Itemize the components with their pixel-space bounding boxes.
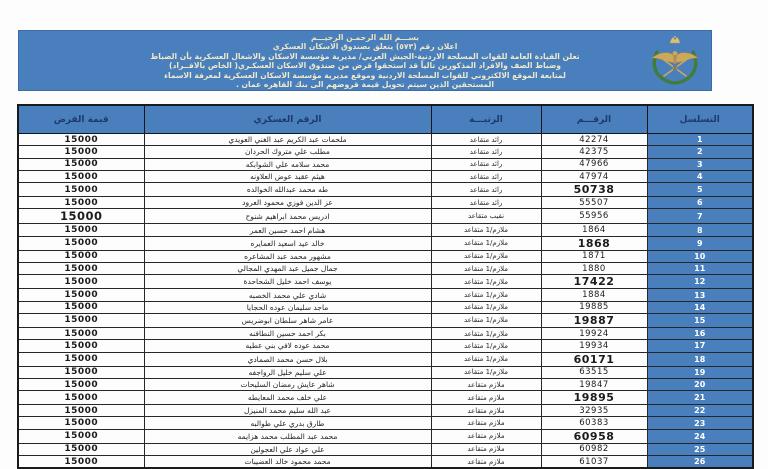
name-cell: محمد محمود خالد العضيبات	[144, 456, 431, 469]
loan-value-cell: 15000	[18, 289, 144, 301]
name-cell: عز الدين فوزي محمود العرود	[144, 197, 431, 209]
rank-cell: ملازم/1 متقاعد	[431, 352, 541, 366]
name-cell: جمال جميل عبد المهدي المجالي	[144, 263, 431, 275]
loan-value-cell: 15000	[18, 327, 144, 339]
bismillah-line: بســـم الله الرحمـن الرحيـــم	[310, 33, 420, 42]
loan-table-body	[18, 134, 753, 469]
name-cell: ملحمات عبد الكريم عبد الغني العويدي	[144, 134, 431, 146]
name-cell: محمد عوده لافي بني عطيه	[144, 340, 431, 352]
military-number-cell: 60171	[541, 352, 647, 366]
table-row	[18, 366, 753, 378]
serial-cell: 5	[647, 183, 753, 197]
serial-cell: 22	[647, 405, 753, 417]
loan-value-cell: 15000	[18, 170, 144, 182]
rank-cell: ملازم/1 متقاعد	[431, 327, 541, 339]
loan-value-cell: 15000	[18, 301, 144, 313]
loan-value-cell: 15000	[18, 417, 144, 429]
column-header-serial: التسلسل	[647, 105, 753, 134]
name-cell: شاهر عايش رمضان السليحات	[144, 378, 431, 390]
name-cell: محمد عبد المطلب محمد هزايمه	[144, 429, 431, 443]
rank-cell: ملازم/1 متقاعد	[431, 236, 541, 250]
rank-cell: ملازم/1 متقاعد	[431, 263, 541, 275]
military-number-cell: 47974	[541, 170, 647, 182]
rank-cell: ملازم/1 متقاعد	[431, 366, 541, 378]
table-row	[18, 275, 753, 289]
rank-cell: رائد متقاعد	[431, 158, 541, 170]
loan-value-cell: 15000	[18, 183, 144, 197]
table-row	[18, 391, 753, 405]
table-row	[18, 429, 753, 443]
serial-cell: 13	[647, 289, 753, 301]
military-number-cell: 1864	[541, 224, 647, 236]
rank-cell: ملازم/1 متقاعد	[431, 224, 541, 236]
table-row	[18, 456, 753, 469]
name-cell: طه محمد عبدالله الخوالده	[144, 183, 431, 197]
table-row	[18, 405, 753, 417]
military-number-cell: 19885	[541, 301, 647, 313]
table-row	[18, 443, 753, 455]
military-number-cell: 50738	[541, 183, 647, 197]
loan-value-cell: 15000	[18, 209, 144, 224]
military-number-cell: 19924	[541, 327, 647, 339]
military-number-cell: 1880	[541, 263, 647, 275]
loan-value-cell: 15000	[18, 224, 144, 236]
name-cell: طارق بدري علي طوالبه	[144, 417, 431, 429]
military-number-cell: 19895	[541, 391, 647, 405]
serial-cell: 23	[647, 417, 753, 429]
column-header-number: الرقـــم	[541, 105, 647, 134]
jordan-armed-forces-emblem-icon	[649, 36, 701, 86]
military-number-cell: 19847	[541, 378, 647, 390]
military-number-cell: 47966	[541, 158, 647, 170]
rank-cell: ملازم/1 متقاعد	[431, 313, 541, 327]
serial-cell: 18	[647, 352, 753, 366]
military-number-cell: 32935	[541, 405, 647, 417]
name-cell: علي سليم خليل الرواجفه	[144, 366, 431, 378]
rank-cell: ملازم متقاعد	[431, 391, 541, 405]
rank-cell: ملازم متقاعد	[431, 405, 541, 417]
rank-cell: رائد متقاعد	[431, 197, 541, 209]
rank-cell: ملازم متقاعد	[431, 417, 541, 429]
rank-cell: ملازم متقاعد	[431, 429, 541, 443]
serial-cell: 14	[647, 301, 753, 313]
name-cell: عبد الله سليم محمد المنيزل	[144, 405, 431, 417]
rank-cell: ملازم متقاعد	[431, 443, 541, 455]
table-row	[18, 134, 753, 146]
military-number-cell: 42375	[541, 146, 647, 158]
military-number-cell: 19887	[541, 313, 647, 327]
table-row	[18, 327, 753, 339]
rank-cell: ملازم/1 متقاعد	[431, 275, 541, 289]
announcement-band	[18, 30, 712, 91]
loan-value-cell: 15000	[18, 313, 144, 327]
serial-cell: 8	[647, 224, 753, 236]
table-header-row	[18, 105, 753, 134]
serial-cell: 3	[647, 158, 753, 170]
loan-value-cell: 15000	[18, 366, 144, 378]
loan-value-cell: 15000	[18, 134, 144, 146]
military-number-cell: 55507	[541, 197, 647, 209]
loan-value-cell: 15000	[18, 158, 144, 170]
loan-value-cell: 15000	[18, 275, 144, 289]
table-row	[18, 236, 753, 250]
serial-cell: 9	[647, 236, 753, 250]
name-cell: هشام احمد حسين العمر	[144, 224, 431, 236]
announcement-body-line: لمتابعة الموقع الالكتروني للقوات المسلحة الاردنية وموقع مديرية مؤسسة الاسكان العسكرية لمعرفة الاسماء	[164, 70, 566, 80]
serial-cell: 26	[647, 456, 753, 469]
serial-cell: 17	[647, 340, 753, 352]
announcement-body-line: وضباط الصف والافراد المذكورين تالياً قد استحقوا قرض من صندوق الاسكان العسكـري( الخاص بالافــراد)	[168, 61, 562, 71]
name-cell: هيثم عقيد عوض العلاونه	[144, 170, 431, 182]
table-row	[18, 170, 753, 182]
rank-cell: ملازم/1 متقاعد	[431, 301, 541, 313]
military-number-cell: 61037	[541, 456, 647, 469]
serial-cell: 24	[647, 429, 753, 443]
serial-cell: 21	[647, 391, 753, 405]
column-header-loan: قيمة القرض	[18, 105, 144, 134]
column-header-name: الرقم العسكري	[144, 105, 431, 134]
name-cell: بلال حسن محمد الصمادي	[144, 352, 431, 366]
rank-cell: رائد متقاعد	[431, 146, 541, 158]
table-row	[18, 301, 753, 313]
loan-value-cell: 15000	[18, 197, 144, 209]
table-row	[18, 146, 753, 158]
rank-cell: رائد متقاعد	[431, 183, 541, 197]
rank-cell: رائد متقاعد	[431, 134, 541, 146]
military-number-cell: 19934	[541, 340, 647, 352]
loan-value-cell: 15000	[18, 352, 144, 366]
serial-cell: 1	[647, 134, 753, 146]
table-row	[18, 313, 753, 327]
military-number-cell: 1868	[541, 236, 647, 250]
rank-cell: ملازم/1 متقاعد	[431, 289, 541, 301]
serial-cell: 16	[647, 327, 753, 339]
loan-value-cell: 15000	[18, 250, 144, 262]
rank-cell: ملازم/1 متقاعد	[431, 340, 541, 352]
serial-cell: 2	[647, 146, 753, 158]
loan-value-cell: 15000	[18, 340, 144, 352]
serial-cell: 20	[647, 378, 753, 390]
name-cell: خالد عيد اسعيد العمايره	[144, 236, 431, 250]
table-row	[18, 209, 753, 224]
rank-cell: ملازم متقاعد	[431, 378, 541, 390]
loan-value-cell: 15000	[18, 456, 144, 469]
loan-recipients-table	[17, 104, 754, 469]
military-number-cell: 1871	[541, 250, 647, 262]
loan-value-cell: 15000	[18, 391, 144, 405]
serial-cell: 25	[647, 443, 753, 455]
table-row	[18, 289, 753, 301]
serial-cell: 15	[647, 313, 753, 327]
name-cell: يوسف احمد خليل الشحاحدة	[144, 275, 431, 289]
serial-cell: 12	[647, 275, 753, 289]
rank-cell: ملازم/1 متقاعد	[431, 250, 541, 262]
serial-cell: 11	[647, 263, 753, 275]
loan-value-cell: 15000	[18, 263, 144, 275]
military-number-cell: 60383	[541, 417, 647, 429]
name-cell: علي عواد علي العجولين	[144, 443, 431, 455]
military-number-cell: 60982	[541, 443, 647, 455]
name-cell: مطلب علي متروك الحردان	[144, 146, 431, 158]
military-number-cell: 60958	[541, 429, 647, 443]
name-cell: شادي علي محمد الخصبه	[144, 289, 431, 301]
name-cell: بكر احمد حسين النطافنه	[144, 327, 431, 339]
name-cell: علي خلف محمد المعايطه	[144, 391, 431, 405]
announcement-title: اعلان رقم (٥٧٣) يتعلق بصندوق الاسكان العسكري	[272, 42, 458, 52]
loan-value-cell: 15000	[18, 146, 144, 158]
rank-cell: ملازم متقاعد	[431, 456, 541, 469]
military-number-cell: 63515	[541, 366, 647, 378]
military-number-cell: 1884	[541, 289, 647, 301]
name-cell: ماجد سليمان عوده الحجايا	[144, 301, 431, 313]
name-cell: محمد سلامه علي الشوابكه	[144, 158, 431, 170]
loan-value-cell: 15000	[18, 405, 144, 417]
announcement-body-line: تعلن القيادة العامة للقوات المسلحة الاردنية-الجيش العربي/ مديرية مؤسسة الاسكان والاشغال العسكرية بأن الضباط	[150, 51, 580, 61]
loan-table	[17, 104, 752, 469]
table-row	[18, 224, 753, 236]
column-header-rank: الرتبـــة	[431, 105, 541, 134]
rank-cell: رائد متقاعد	[431, 170, 541, 182]
announcement-body-line: المستحقين الذين سيتم تحويل قيمة قروضهم الى بنك القاهره عمان .	[236, 80, 494, 90]
table-row	[18, 183, 753, 197]
military-number-cell: 42274	[541, 134, 647, 146]
table-row	[18, 340, 753, 352]
table-row	[18, 263, 753, 275]
serial-cell: 19	[647, 366, 753, 378]
table-row	[18, 158, 753, 170]
serial-cell: 4	[647, 170, 753, 182]
rank-cell: نقيب متقاعد	[431, 209, 541, 224]
serial-cell: 7	[647, 209, 753, 224]
military-number-cell: 55956	[541, 209, 647, 224]
table-row	[18, 417, 753, 429]
name-cell: ادريس محمد ابراهيم شنوح	[144, 209, 431, 224]
name-cell: عامر شاهر سلطان ابوضريس	[144, 313, 431, 327]
serial-cell: 10	[647, 250, 753, 262]
table-row	[18, 250, 753, 262]
loan-value-cell: 15000	[18, 443, 144, 455]
table-row	[18, 378, 753, 390]
serial-cell: 6	[647, 197, 753, 209]
military-number-cell: 17422	[541, 275, 647, 289]
table-row	[18, 197, 753, 209]
loan-value-cell: 15000	[18, 378, 144, 390]
loan-value-cell: 15000	[18, 236, 144, 250]
table-row	[18, 352, 753, 366]
loan-value-cell: 15000	[18, 429, 144, 443]
name-cell: مشهور محمد عبد المشاعره	[144, 250, 431, 262]
